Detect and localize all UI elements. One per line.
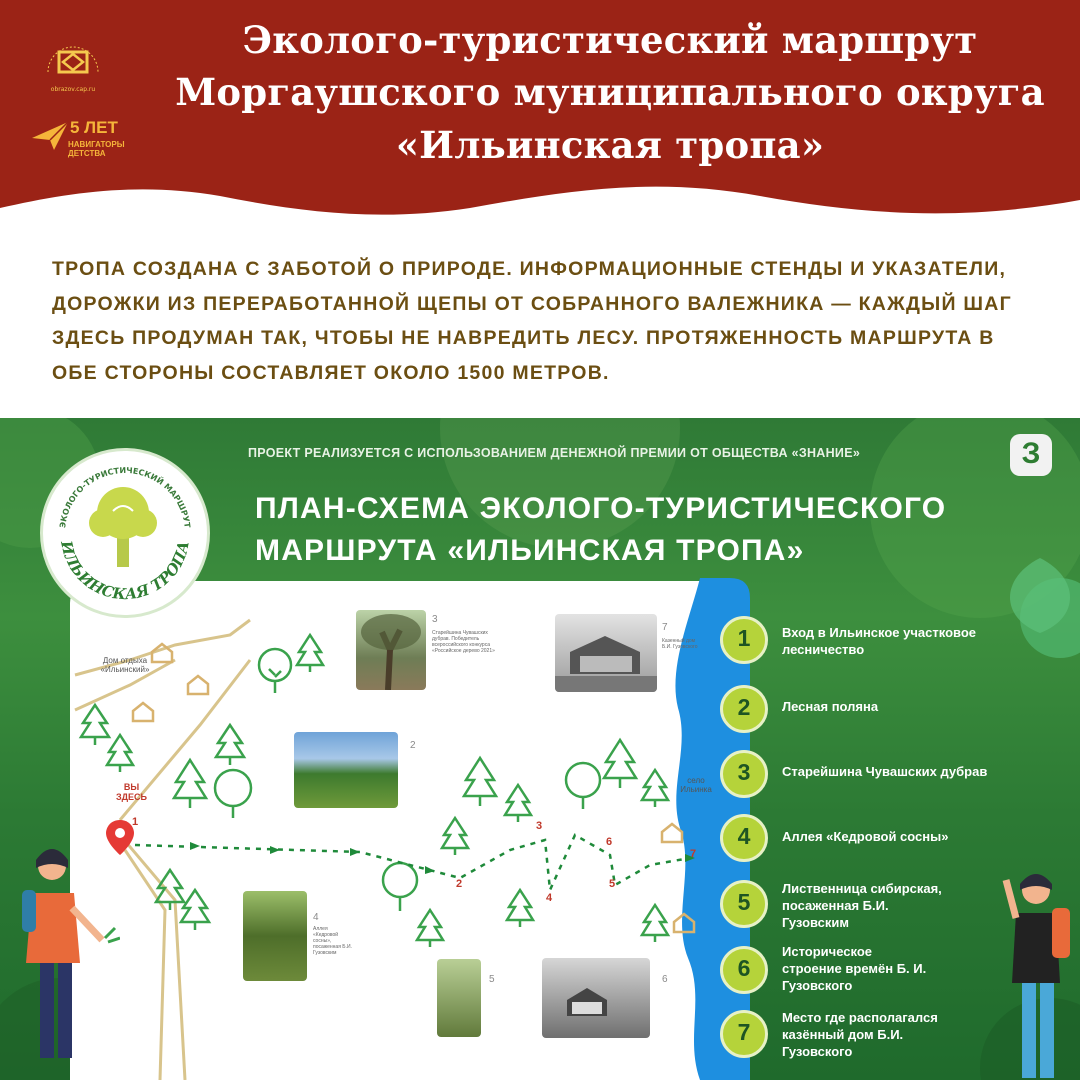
- route-point-7: 7: [690, 848, 697, 860]
- legend-marker-5: 5: [720, 880, 768, 928]
- header-banner: [0, 0, 1080, 230]
- legend-marker-6: 6: [720, 946, 768, 994]
- paper-plane-icon: [30, 118, 70, 154]
- legend-item-6: Историческое строение времён Б. И. Гузовского: [782, 944, 927, 993]
- legend-marker-3: 3: [720, 750, 768, 798]
- poster-title-line-1: ПЛАН-СХЕМА ЭКОЛОГО-ТУРИСТИЧЕСКОГО: [255, 492, 947, 525]
- legend-item-5: Лиственница сибирская, посаженная Б.И. Гузовским: [782, 881, 942, 930]
- legend-item-2: Лесная поляна: [782, 699, 879, 714]
- navigators-text: НАВИГАТОРЫ ДЕТСТВА: [68, 140, 125, 158]
- intro-text: ТРОПА СОЗДАНА С ЗАБОТОЙ О ПРИРОДЕ. ИНФОРМАЦИОННЫЕ СТЕНДЫ И УКАЗАТЕЛИ, ДОРОЖКИ ИЗ ПЕРЕРАБОТАННОЙ ЩЕПЫ ОТ СОБРАННОГО ВАЛЕЖНИКА — КАЖДЫЙ ШАГ ЗДЕСЬ ПРОДУМАН ТАК, ЧТОБЫ НЕ НАВРЕДИТЬ ЛЕСУ. ПРОТЯЖЕННОСТЬ МАРШРУТА В ОБЕ СТОРОНЫ СОСТАВЛЯЕТ ОКОЛО 1500 МЕТРОВ.: [52, 258, 1012, 384]
- photo-larch-number: 5: [489, 974, 495, 985]
- photo-historic-building: [542, 958, 650, 1038]
- emblem-top-text: ЭКОЛОГО-ТУРИСТИЧЕСКИЙ МАРШРУТ: [58, 465, 192, 529]
- navigators-years: 5 ЛЕТ: [70, 118, 118, 137]
- river-label: р. Волга: [650, 588, 685, 598]
- navigators-logo: [30, 118, 130, 168]
- photo-old-house-number: 7: [662, 622, 668, 633]
- photo-oak: [356, 610, 426, 690]
- photo-old-house: [555, 614, 657, 692]
- route-point-2: 2: [456, 878, 463, 890]
- photo-glade-number: 2: [410, 740, 416, 751]
- photo-cedar-alley: [243, 891, 307, 981]
- legend-item-3: Старейшина Чувашских дубрав: [782, 764, 988, 779]
- legend-item-4: Аллея «Кедровой сосны»: [782, 829, 949, 844]
- route-poster: [0, 418, 1080, 1080]
- legend-item-7: Место где располагался казённый дом Б.И. Гузовского: [782, 1010, 938, 1059]
- sponsor-text: ПРОЕКТ РЕАЛИЗУЕТСЯ С ИСПОЛЬЗОВАНИЕМ ДЕНЕЖНОЙ ПРЕМИИ ОТ ОБЩЕСТВА «ЗНАНИЕ»: [248, 446, 861, 460]
- hiker-boy-illustration: [998, 858, 1078, 1080]
- hiker-girl-illustration: [10, 838, 120, 1078]
- trail-emblem: [40, 448, 210, 618]
- village-label: село Ильинка: [680, 776, 712, 794]
- photo-oak-number: 3: [432, 614, 438, 625]
- legend-marker-4: 4: [720, 814, 768, 862]
- legend-marker-7: 7: [720, 1010, 768, 1058]
- photo-historic-number: 6: [662, 974, 668, 985]
- legend-marker-1: 1: [720, 616, 768, 664]
- photo-oak-caption: Старейшина Чувашских дубрав. Победитель всероссийского конкурса «Российское дерево 2021»: [432, 630, 495, 654]
- route-point-3: 3: [536, 820, 543, 832]
- you-are-here-label: ВЫ ЗДЕСЬ: [116, 782, 148, 802]
- photo-larch: [437, 959, 481, 1037]
- emblem-bottom-text: ИЛЬИНСКАЯ ТРОПА: [57, 539, 193, 604]
- photo-cedar-number: 4: [313, 912, 319, 923]
- page-title-line-2: Моргаушского муниципального округа: [175, 70, 1045, 114]
- photo-glade: [294, 732, 398, 808]
- route-point-5: 5: [609, 878, 616, 890]
- education-logo: [38, 30, 108, 98]
- legend-item-1: Вход в Ильинское участковое лесничество: [782, 625, 977, 657]
- rest-house-label: Дом отдыха «Ильинский»: [100, 656, 150, 674]
- page-title-line-1: Эколого-туристический маршрут: [242, 18, 978, 62]
- oak-tree-icon: [89, 487, 157, 567]
- education-logo-caption: obrazov.cap.ru: [50, 86, 96, 93]
- legend-marker-2: 2: [720, 685, 768, 733]
- poster-title-line-2: МАРШРУТА «ИЛЬИНСКАЯ ТРОПА»: [255, 534, 805, 567]
- route-point-4: 4: [546, 892, 553, 904]
- photo-cedar-caption: Аллея «Кедровой сосны», посаженная Б.И. Гузовским: [313, 926, 352, 956]
- route-point-1: 1: [132, 816, 139, 828]
- znanie-logo: З: [1010, 434, 1052, 476]
- route-point-6: 6: [606, 836, 613, 848]
- page-title-line-3: «Ильинская тропа»: [395, 123, 825, 167]
- photo-old-house-caption: Казенный дом Б.И. Гузовского: [662, 638, 698, 650]
